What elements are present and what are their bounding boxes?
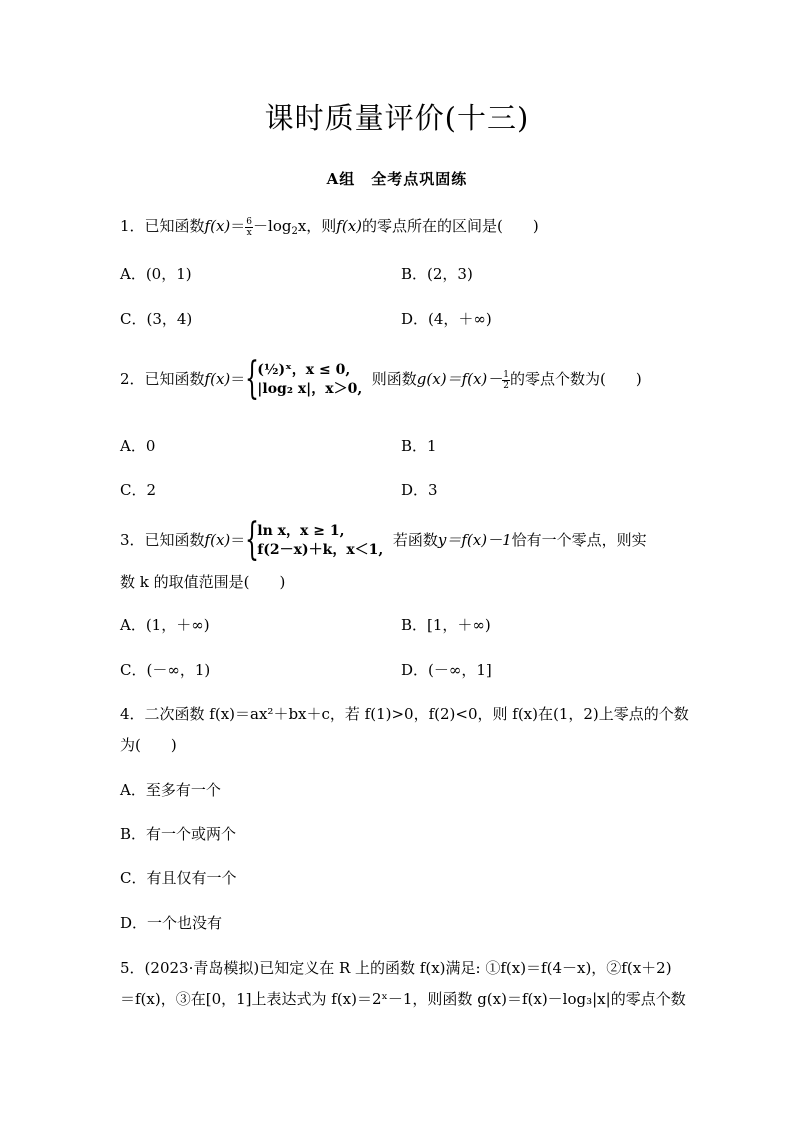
q1-fx: f(x) xyxy=(204,217,231,235)
question-1 xyxy=(120,216,539,242)
q2-fx: f(x) xyxy=(204,370,231,388)
q4-option-b: B．有一个或两个 xyxy=(120,825,237,843)
q2-option-d: D．3 xyxy=(401,481,438,499)
page-title: 课时质量评价(十三) xyxy=(264,101,530,135)
q1-fx2: f(x) xyxy=(336,217,363,235)
q3-mid: 若函数 xyxy=(392,531,438,549)
q1-prefix: 1．已知函数 xyxy=(120,217,205,235)
question-2 xyxy=(120,353,642,404)
question-4: 4．二次函数 f(x)＝ax²＋bx＋c，若 f(1)>0，f(2)<0，则 f(x)在(1，2)上零点的个数 xyxy=(120,705,689,723)
q2-denominator: 2 xyxy=(503,380,510,391)
q1-rest-b: x，则 xyxy=(297,217,337,235)
q3-prefix: 3．已知函数 xyxy=(120,531,205,549)
q2-numerator: 1 xyxy=(503,369,510,380)
q1-fraction xyxy=(245,217,253,238)
q3-piece-1: ln x，x ≥ 1, xyxy=(257,523,345,539)
q1-option-a: A．(0，1) xyxy=(120,265,192,283)
q2-gx: g(x)＝f(x)－ xyxy=(416,370,503,388)
q1-eq: ＝ xyxy=(230,217,246,235)
q2-suffix: 的零点个数为( ) xyxy=(510,370,642,388)
q2-option-a: A．0 xyxy=(120,437,156,455)
q3-option-c: C．(－∞，1) xyxy=(120,661,211,679)
q3-piecewise xyxy=(245,514,384,565)
q1-option-b: B．(2，3) xyxy=(401,265,473,283)
q3-option-b: B．[1，＋∞) xyxy=(401,616,491,634)
q3-piece-2: f(2－x)＋k，x＜1, xyxy=(257,542,384,558)
question-5-line-2: ＝f(x)，③在[0，1]上表达式为 f(x)＝2ˣ－1，则函数 g(x)＝f(x)－log₃|x|的零点个数 xyxy=(120,990,686,1008)
q2-piecewise xyxy=(245,353,363,404)
q2-piece-1: (½)ˣ，x ≤ 0, xyxy=(257,362,351,378)
q2-option-c: C．2 xyxy=(120,481,157,499)
q2-piece-2: |log₂ x|，x＞0, xyxy=(257,381,363,397)
q3-option-d: D．(－∞，1] xyxy=(401,661,492,679)
q1-numerator: 6 xyxy=(246,216,253,227)
q2-option-b: B．1 xyxy=(401,437,437,455)
question-5: 5．(2023·青岛模拟)已知定义在 R 上的函数 f(x)满足: ①f(x)＝f(4－x)，②f(x＋2) xyxy=(120,959,672,977)
q4-option-d: D．一个也没有 xyxy=(120,914,223,932)
q1-rest-a: －log xyxy=(253,217,292,235)
q2-brace: { xyxy=(245,353,260,404)
question-3 xyxy=(120,514,647,565)
q2-mid: 则函数 xyxy=(371,370,417,388)
q1-denominator: x xyxy=(246,227,252,238)
q4-option-a: A．至多有一个 xyxy=(120,781,221,799)
q2-fraction xyxy=(502,370,510,391)
question-3-line-2: 数 k 的取值范围是( ) xyxy=(120,573,286,591)
q1-option-d: D．(4，＋∞) xyxy=(401,310,492,328)
q1-suffix: 的零点所在的区间是( ) xyxy=(362,217,539,235)
q2-eq: ＝ xyxy=(230,370,246,388)
section-subtitle: A组 全考点巩固练 xyxy=(326,170,468,188)
q3-brace: { xyxy=(245,514,260,565)
q4-option-c: C．有且仅有一个 xyxy=(120,869,237,887)
q1-log-base: 2 xyxy=(291,226,298,237)
q3-yeq: y＝f(x)－1 xyxy=(437,531,512,549)
q2-prefix: 2．已知函数 xyxy=(120,370,205,388)
q3-suffix: 恰有一个零点，则实 xyxy=(511,531,647,549)
question-4-line-2: 为( ) xyxy=(120,736,177,754)
q1-option-c: C．(3，4) xyxy=(120,310,193,328)
q3-eq: ＝ xyxy=(230,531,246,549)
q3-fx: f(x) xyxy=(204,531,231,549)
q3-option-a: A．(1，＋∞) xyxy=(120,616,210,634)
